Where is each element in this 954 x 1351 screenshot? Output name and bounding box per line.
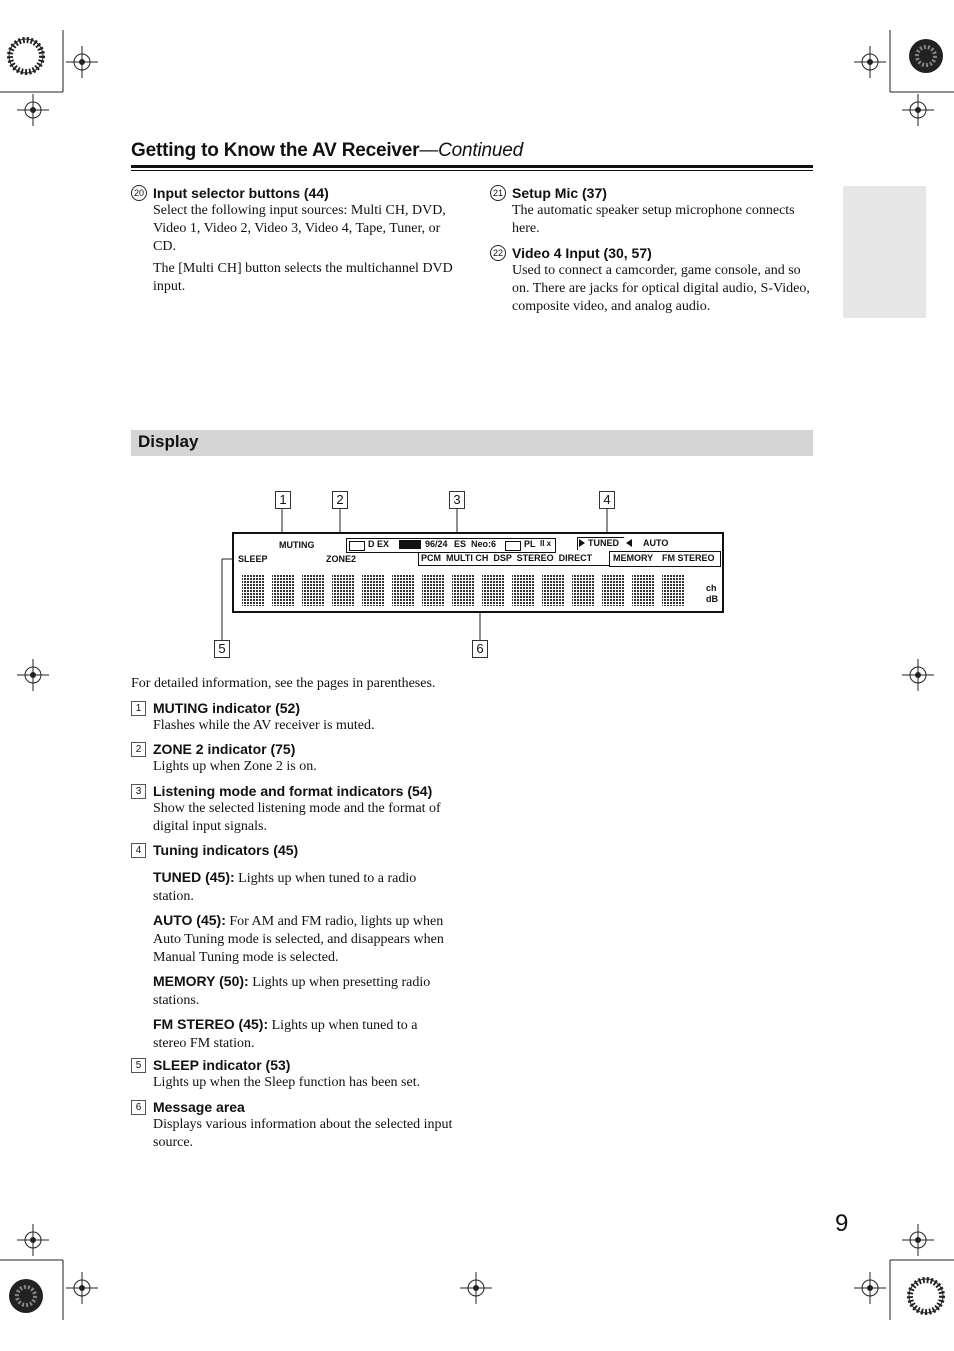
sub-text: Lights up when tuned to a stereo FM station.	[153, 1018, 418, 1051]
sub-label: AUTO (45):	[153, 912, 226, 928]
item-title: SLEEP indicator (53)	[153, 1057, 291, 1073]
dts-icon	[399, 540, 421, 549]
list-item	[131, 1098, 461, 1152]
sub-text: Lights up when presetting radio stations.	[153, 975, 431, 1008]
item-text: Flashes while the AV receiver is muted.	[153, 718, 375, 733]
listening-mode-text: PCM MULTI CH DSP STEREO DIRECT	[421, 553, 593, 563]
item-title: Input selector buttons (44)	[153, 185, 329, 201]
item-text: Lights up when the Sleep function has been set.	[153, 1075, 421, 1090]
dolby-icon	[349, 541, 365, 551]
format-indicators	[346, 538, 556, 553]
item-title: Message area	[153, 1099, 245, 1115]
callout-2: 2	[332, 491, 348, 509]
item-number: 4	[131, 843, 146, 858]
item-text: The automatic speaker setup microphone connects here.	[512, 203, 795, 236]
sub-label: TUNED (45):	[153, 869, 235, 885]
item-number: 5	[131, 1058, 146, 1073]
item-number: 2	[131, 742, 146, 757]
item-number: 6	[131, 1100, 146, 1115]
fm-stereo-indicator: FM STEREO	[662, 553, 715, 563]
item-title: MUTING indicator (52)	[153, 700, 301, 716]
item-number: 3	[131, 784, 146, 799]
item-title: Listening mode and format indicators (54)	[153, 783, 433, 799]
list-item	[131, 782, 461, 836]
item-title: ZONE 2 indicator (75)	[153, 741, 296, 757]
tuning-sub-fm-stereo	[153, 1015, 453, 1053]
item-title: Video 4 Input (30, 57)	[512, 245, 652, 261]
neo6-indicator: Neo:6	[471, 539, 497, 549]
tuned-indicator: TUNED	[588, 538, 619, 548]
item-title: Tuning indicators (45)	[153, 842, 299, 858]
ch-unit: ch	[706, 583, 717, 593]
item-text: Lights up when Zone 2 is on.	[153, 759, 317, 774]
list-item	[131, 1056, 461, 1092]
tuned-left-arrow-icon	[626, 539, 632, 547]
zone2-indicator: ZONE2	[326, 554, 357, 564]
list-item	[131, 841, 461, 859]
plx-indicator: II x	[540, 539, 552, 548]
muting-indicator: MUTING	[279, 540, 315, 550]
db-unit: dB	[706, 594, 718, 604]
dolby-icon-2	[505, 541, 521, 551]
sub-label: MEMORY (50):	[153, 973, 249, 989]
listening-mode-indicators	[418, 552, 610, 566]
item-text: Select the following input sources: Multi CH, DVD, Video 1, Video 2, Video 3, Video 4, Tape, Tuner, or CD.	[153, 203, 446, 254]
item-title: Setup Mic (37)	[512, 185, 607, 201]
sleep-indicator: SLEEP	[238, 554, 268, 564]
memory-indicator: MEMORY	[613, 553, 654, 563]
header-continued: —Continued	[419, 140, 523, 161]
message-area-segments	[238, 572, 698, 608]
section-title: Display	[138, 432, 199, 451]
auto-indicator: AUTO	[643, 538, 669, 548]
tuning-sub-auto	[153, 911, 453, 967]
header-title-text: Getting to Know the AV Receiver	[131, 140, 420, 161]
callout-3: 3	[449, 491, 465, 509]
item-number: 20	[131, 185, 147, 201]
tuning-sub-tuned	[153, 868, 453, 906]
tuning-sub-memory	[153, 972, 453, 1010]
item-text: Displays various information about the selected input source.	[153, 1117, 453, 1150]
sub-text: For AM and FM radio, lights up when Auto Tuning mode is selected, and disappears when Manual Tuning mode is selected.	[153, 914, 444, 965]
es-indicator: ES	[454, 539, 467, 549]
message-area	[238, 572, 720, 609]
page-number: 9	[835, 1210, 849, 1237]
list-item	[131, 740, 461, 776]
item-number: 21	[490, 185, 506, 201]
callout-1: 1	[275, 491, 291, 509]
dex-indicator: D EX	[368, 539, 390, 549]
item-text-2: The [Multi CH] button selects the multichannel DVD input.	[153, 261, 453, 294]
memory-fm-box	[609, 551, 721, 567]
tuning-indicators	[579, 538, 719, 551]
list-item	[131, 699, 461, 735]
sub-text: Lights up when tuned to a radio station.	[153, 871, 417, 904]
item-text: Show the selected listening mode and the format of digital input signals.	[153, 801, 441, 834]
9624-indicator: 96/24	[425, 539, 448, 549]
pl-indicator: PL	[524, 539, 536, 549]
item-number: 1	[131, 701, 146, 716]
callout-4: 4	[599, 491, 615, 509]
item-number: 22	[490, 245, 506, 261]
sub-label: FM STEREO (45):	[153, 1016, 269, 1032]
display-panel	[232, 532, 724, 613]
intro-text: For detailed information, see the pages in parentheses.	[131, 676, 436, 691]
callout-6: 6	[472, 640, 488, 658]
item-text: Used to connect a camcorder, game console, and so on. There are jacks for optical digital audio, S-Video, composite video, and analog audio.	[512, 263, 810, 314]
callout-5: 5	[214, 640, 230, 658]
